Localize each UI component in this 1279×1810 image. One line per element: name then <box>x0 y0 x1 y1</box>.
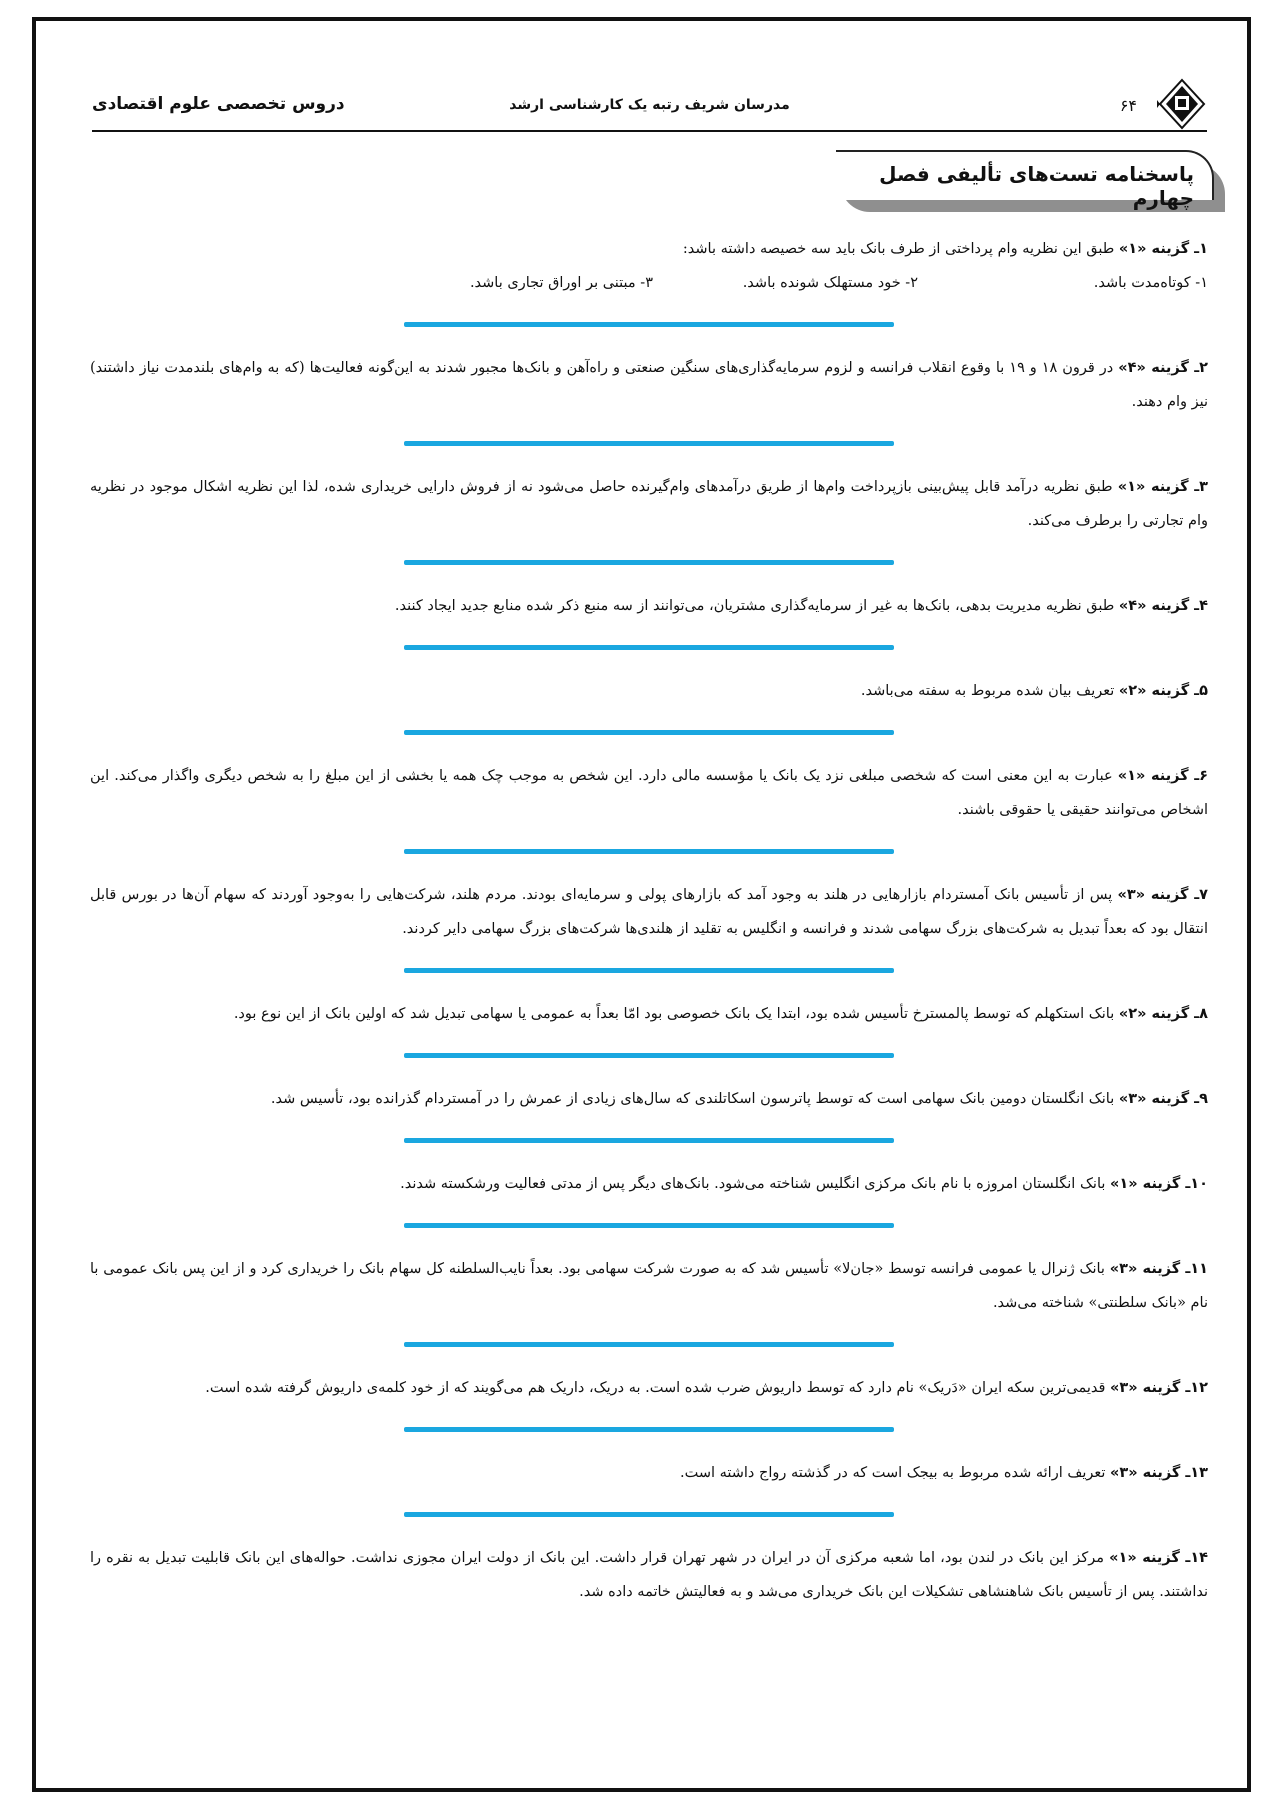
header-school: مدرسان شریف رتبه یک کارشناسی ارشد <box>509 97 790 113</box>
separator-line <box>404 1138 894 1143</box>
answer-item-5 <box>90 674 1208 708</box>
separator-line <box>404 730 894 735</box>
section-title-box <box>836 150 1221 212</box>
page-header <box>92 72 1207 132</box>
separator-line <box>404 322 894 327</box>
answer-item-10 <box>90 1167 1208 1201</box>
answer-label: ۱۴ـ گزینه «۱» <box>1109 1550 1209 1566</box>
answer-item-1 <box>90 232 1208 300</box>
separator-line <box>404 1427 894 1432</box>
answer-item-12 <box>90 1371 1208 1405</box>
separator-line <box>404 441 894 446</box>
answer-label: ۲ـ گزینه «۴» <box>1118 360 1209 376</box>
answer-text: قدیمی‌ترین سکه ایران «دَریک» نام دارد که توسط داریوش ضرب شده است. به دریک، داریک هم می‌گویند که از خود کلمه‌ی داریوش گرفته شده است. <box>205 1380 1106 1396</box>
answer-label: ۱۲ـ گزینه «۳» <box>1110 1380 1208 1396</box>
answer-label: ۴ـ گزینه «۴» <box>1118 598 1208 614</box>
answer-text: بانک انگلستان امروزه با نام بانک مرکزی انگلیس شناخته می‌شود. بانک‌های دیگر پس از مدتی فعالیت ورشکسته شدند. <box>400 1176 1106 1192</box>
answer-text: در قرون ۱۸ و ۱۹ با وقوع انقلاب فرانسه و لزوم سرمایه‌گذاری‌های سنگین صنعتی و راه‌آهن و بانک‌ها مجبور شدند به این‌گونه فعالیت‌ها (که به وام‌های بلندمدت نیاز داشتند) نیز وام دهند. <box>90 360 1208 410</box>
answer-text: پس از تأسیس بانک آمستردام بازارهایی در هلند به وجود آمد که بازارهای پولی و سرمایه‌ای بودند. مردم هلند، شرکت‌هایی را به‌وجود آوردند که سهام آن‌ها در بورس قابل انتقال بود که بعداً تبدیل به شرکت‌های بزرگ سهامی شدند و فرانسه و انگلیس به تقلید از هلندی‌ها شرکت‌های بزرگ سهامی دایر کردند. <box>90 887 1208 937</box>
separator-line <box>404 968 894 973</box>
answer-label: ۵ـ گزینه «۲» <box>1118 683 1208 699</box>
answer-item-8 <box>90 997 1208 1031</box>
answer-item-14 <box>90 1541 1208 1609</box>
answers-content <box>90 232 1208 1609</box>
answer-label: ۶ـ گزینه «۱» <box>1117 768 1209 784</box>
answer-item-7 <box>90 878 1208 946</box>
publisher-logo-icon <box>1157 78 1207 130</box>
answer-text: تعریف بیان شده مربوط به سفته می‌باشد. <box>860 683 1115 699</box>
answer-label: ۱۳ـ گزینه «۳» <box>1110 1465 1208 1481</box>
option-3: ۳- مبتنی بر اوراق تجاری باشد. <box>469 275 653 291</box>
separator-line <box>404 1512 894 1517</box>
header-subject: دروس تخصصی علوم اقتصادی <box>92 94 345 114</box>
answer-text: مرکز این بانک در لندن بود، اما شعبه مرکزی آن در ایران در شهر تهران قرار داشت. این بانک از دولت ایران مجوزی نداشت. حواله‌های این بانک قابلیت تبدیل به نقره را نداشتند. پس از تأسیس بانک شاهنشاهی تشکیلات این بانک خریداری می‌شد و به فعالیتش خاتمه داده شد. <box>90 1550 1208 1600</box>
answer-item-13 <box>90 1456 1208 1490</box>
answer-text: بانک ژنرال یا عمومی فرانسه توسط «جان‌لا» تأسیس شد که به صورت شرکت سهامی بود. بعداً نایب‌السلطنه کل سهام بانک را خریداری کرد و از این پس بانک عمومی با نام «بانک سلطنتی» شناخته می‌شد. <box>90 1261 1208 1311</box>
answer-text: بانک انگلستان دومین بانک سهامی است که توسط پاترسون اسکاتلندی که سال‌های زیادی از عمرش را در آمستردام گذرانده بود، تأسیس شد. <box>270 1091 1115 1107</box>
answer-label: ۱۱ـ گزینه «۳» <box>1109 1261 1208 1277</box>
answer-label: ۱ـ گزینه «۱» <box>1118 241 1208 257</box>
option-2: ۲- خود مستهلک شونده باشد. <box>742 275 918 291</box>
answer-text: طبق نظریه مدیریت بدهی، بانک‌ها به غیر از سرمایه‌گذاری مشتریان، می‌توانند از سه منبع ذکر شده منابع جدید ایجاد کنند. <box>394 598 1115 614</box>
page-number: ۶۴ <box>1119 96 1137 115</box>
answer-label: ۸ـ گزینه «۲» <box>1118 1006 1208 1022</box>
section-title: پاسخنامه تست‌های تألیفی فصل چهارم <box>836 150 1214 200</box>
answer-label: ۷ـ گزینه «۳» <box>1117 887 1209 903</box>
answer-item-11 <box>90 1252 1208 1320</box>
answer-item-3 <box>90 470 1208 538</box>
answer-label: ۳ـ گزینه «۱» <box>1117 479 1209 495</box>
answer-text: طبق نظریه درآمد قابل پیش‌بینی بازپرداخت وام‌ها از طریق درآمدهای وام‌گیرنده حاصل می‌شود نه از فروش دارایی خریداری شده، لذا این نظریه اشکال موجود در نظریه وام تجارتی را برطرف می‌کند. <box>90 479 1208 529</box>
answer-label: ۹ـ گزینه «۳» <box>1118 1091 1208 1107</box>
answer-options <box>90 266 1208 300</box>
separator-line <box>404 560 894 565</box>
answer-item-4 <box>90 589 1208 623</box>
answer-text: عبارت به این معنی است که شخصی مبلغی نزد یک بانک یا مؤسسه مالی دارد. این شخص به موجب چک همه یا بخشی از این مبلغ را به شخص دیگری واگذار می‌کند. این اشخاص می‌توانند حقیقی یا حقوقی باشند. <box>90 768 1208 818</box>
answer-item-9 <box>90 1082 1208 1116</box>
separator-line <box>404 1223 894 1228</box>
separator-line <box>404 1342 894 1347</box>
separator-line <box>404 1053 894 1058</box>
separator-line <box>404 849 894 854</box>
option-1: ۱- کوتاه‌مدت باشد. <box>1093 275 1208 291</box>
answer-text: طبق این نظریه وام پرداختی از طرف بانک باید سه خصیصه داشته باشد: <box>682 241 1115 257</box>
answer-text: تعریف ارائه شده مربوط به بیجک است که در گذشته رواج داشته است. <box>679 1465 1106 1481</box>
separator-line <box>404 645 894 650</box>
answer-item-2 <box>90 351 1208 419</box>
answer-text: بانک استکهلم که توسط پالمسترخ تأسیس شده بود، ابتدا یک بانک خصوصی بود امّا بعداً به عمومی یا سهامی تبدیل شد که اولین بانک از این نوع بود. <box>233 1006 1115 1022</box>
answer-item-6 <box>90 759 1208 827</box>
answer-label: ۱۰ـ گزینه «۱» <box>1110 1176 1208 1192</box>
